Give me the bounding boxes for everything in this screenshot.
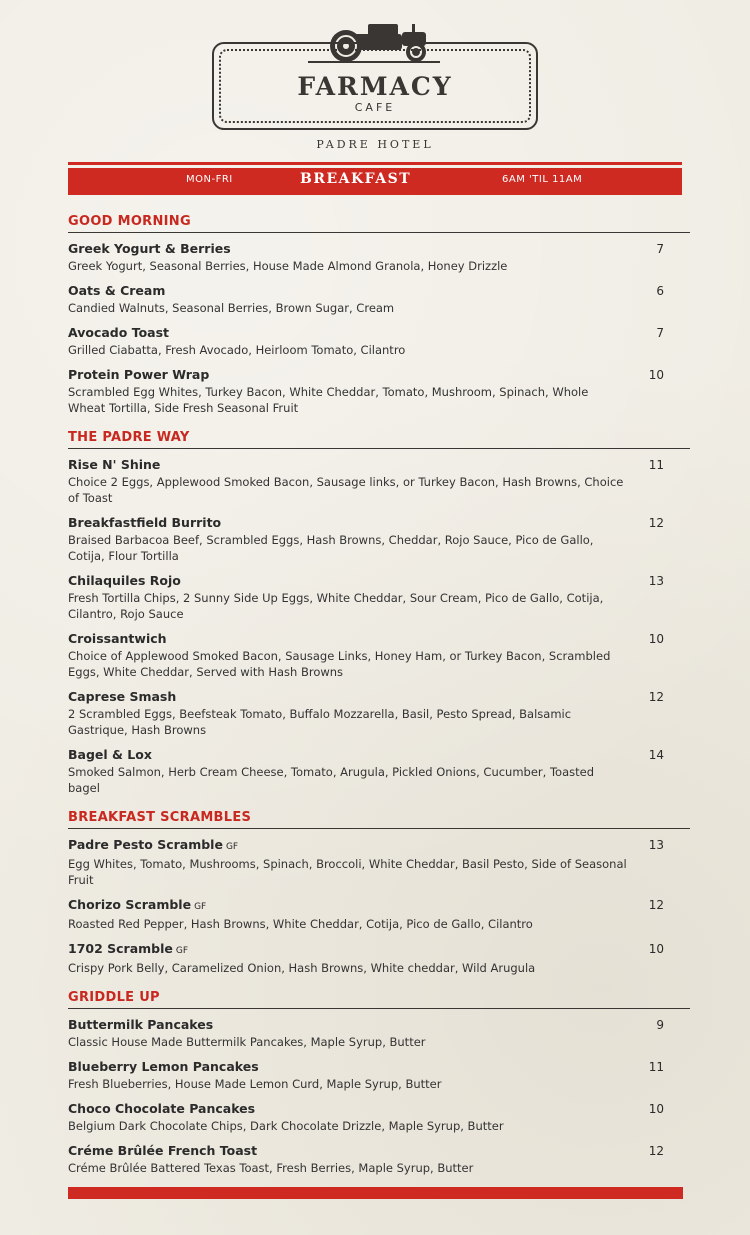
item-name-row: [68, 366, 690, 384]
item-name: Chilaquiles Rojo: [68, 573, 181, 588]
item-description: Smoked Salmon, Herb Cream Cheese, Tomato, Arugula, Pickled Onions, Cucumber, Toasted bagel: [68, 765, 594, 795]
menu-item: [68, 746, 690, 796]
banner-meal: BREAKFAST: [300, 171, 412, 187]
item-description: Egg Whites, Tomato, Mushrooms, Spinach, Broccoli, White Cheddar, Basil Pesto, Side of Seasonal Fruit: [68, 857, 627, 887]
menu-item: [68, 366, 690, 416]
item-name: Greek Yogurt & Berries: [68, 241, 231, 256]
item-name-row: [68, 240, 690, 258]
item-price: 9: [656, 1018, 664, 1032]
menu-item: [68, 940, 690, 976]
item-price: 10: [648, 1102, 664, 1116]
menu-item: [68, 324, 690, 358]
item-name: Breakfastfield Burrito: [68, 515, 222, 530]
item-name-row: [68, 1142, 690, 1160]
section-title: GRIDDLE UP: [68, 990, 690, 1009]
item-name-row: [68, 630, 690, 648]
banner-hours: 6AM 'TIL 11AM: [502, 174, 583, 185]
menu-item: [68, 1100, 690, 1134]
item-price: 10: [648, 942, 664, 956]
item-name-row: [68, 940, 690, 960]
gluten-free-tag: GF: [175, 946, 189, 956]
item-price: 13: [648, 574, 664, 588]
item-name-row: [68, 572, 690, 590]
logo-name: FARMACY: [297, 72, 453, 101]
menu-item: [68, 1142, 690, 1176]
item-name-row: [68, 746, 690, 764]
hotel-name: PADRE HOTEL: [316, 138, 434, 151]
item-name: Bagel & Lox: [68, 747, 152, 762]
menu-item: [68, 1016, 690, 1050]
item-description: Roasted Red Pepper, Hash Browns, White Cheddar, Cotija, Pico de Gallo, Cilantro: [68, 917, 533, 931]
item-description: Choice of Applewood Smoked Bacon, Sausage Links, Honey Ham, or Turkey Bacon, Scrambled Eggs, White Cheddar, Served with Hash Browns: [68, 649, 611, 679]
item-name-row: [68, 1058, 690, 1076]
menu-item: [68, 836, 690, 888]
item-price: 10: [648, 632, 664, 646]
banner-days: MON-FRI: [186, 174, 233, 185]
logo: [212, 20, 538, 130]
item-description: Créme Brûlée Battered Texas Toast, Fresh Berries, Maple Syrup, Butter: [68, 1161, 474, 1175]
item-price: 12: [648, 898, 664, 912]
item-price: 6: [656, 284, 664, 298]
item-price: 11: [648, 1060, 664, 1074]
menu-item: [68, 514, 690, 564]
item-name: Buttermilk Pancakes: [68, 1017, 214, 1032]
menu-item: [68, 896, 690, 932]
item-price: 13: [648, 838, 664, 852]
item-name: Padre Pesto Scramble: [68, 837, 223, 852]
menu-item: [68, 240, 690, 274]
item-price: 10: [648, 368, 664, 382]
menu-item: [68, 282, 690, 316]
item-description: Fresh Tortilla Chips, 2 Sunny Side Up Eggs, White Cheddar, Sour Cream, Pico de Gallo, Cotija, Cilantro, Rojo Sauce: [68, 591, 604, 621]
item-price: 7: [656, 326, 664, 340]
menu-item: [68, 688, 690, 738]
meal-banner: [68, 162, 682, 195]
gluten-free-tag: GF: [225, 842, 239, 852]
menu-section: [68, 990, 690, 1176]
item-name-row: [68, 1100, 690, 1118]
item-description: Fresh Blueberries, House Made Lemon Curd, Maple Syrup, Butter: [68, 1077, 442, 1091]
item-description: Classic House Made Buttermilk Pancakes, Maple Syrup, Butter: [68, 1035, 426, 1049]
item-description: Belgium Dark Chocolate Chips, Dark Chocolate Drizzle, Maple Syrup, Butter: [68, 1119, 504, 1133]
menu-section: [68, 214, 690, 416]
item-name: Croissantwich: [68, 631, 167, 646]
item-description: Scrambled Egg Whites, Turkey Bacon, White Cheddar, Tomato, Mushroom, Spinach, Whole Wheat Tortilla, Side Fresh Seasonal Fruit: [68, 385, 589, 415]
item-name: Oats & Cream: [68, 283, 166, 298]
item-name-row: [68, 324, 690, 342]
section-title: BREAKFAST SCRAMBLES: [68, 810, 690, 829]
item-price: 12: [648, 1144, 664, 1158]
item-name: Caprese Smash: [68, 689, 177, 704]
item-price: 14: [648, 748, 664, 762]
section-title: THE PADRE WAY: [68, 430, 690, 449]
item-name: Protein Power Wrap: [68, 367, 210, 382]
item-price: 7: [656, 242, 664, 256]
item-name-row: [68, 456, 690, 474]
item-name: Avocado Toast: [68, 325, 170, 340]
item-name-row: [68, 514, 690, 532]
item-price: 12: [648, 690, 664, 704]
menu-sections: [68, 214, 690, 1190]
item-name: Blueberry Lemon Pancakes: [68, 1059, 259, 1074]
item-name: Chorizo Scramble: [68, 897, 192, 912]
menu-item: [68, 630, 690, 680]
item-name-row: [68, 282, 690, 300]
item-price: 12: [648, 516, 664, 530]
item-name-row: [68, 688, 690, 706]
item-description: Greek Yogurt, Seasonal Berries, House Made Almond Granola, Honey Drizzle: [68, 259, 508, 273]
menu-item: [68, 1058, 690, 1092]
item-name-row: [68, 1016, 690, 1034]
item-name-row: [68, 836, 690, 856]
item-name-row: [68, 896, 690, 916]
item-name: 1702 Scramble: [68, 941, 173, 956]
menu-item: [68, 572, 690, 622]
item-description: Braised Barbacoa Beef, Scrambled Eggs, Hash Browns, Cheddar, Rojo Sauce, Pico de Gallo, Cotija, Flour Tortilla: [68, 533, 594, 563]
item-name: Choco Chocolate Pancakes: [68, 1101, 256, 1116]
item-price: 11: [648, 458, 664, 472]
bottom-divider: [68, 1187, 683, 1199]
item-name: Créme Brûlée French Toast: [68, 1143, 258, 1158]
item-description: Grilled Ciabatta, Fresh Avocado, Heirloom Tomato, Cilantro: [68, 343, 406, 357]
item-description: Crispy Pork Belly, Caramelized Onion, Hash Browns, White cheddar, Wild Arugula: [68, 961, 536, 975]
item-description: Candied Walnuts, Seasonal Berries, Brown Sugar, Cream: [68, 301, 395, 315]
logo-subtitle: CAFE: [354, 101, 396, 114]
menu-section: [68, 430, 690, 796]
menu-section: [68, 810, 690, 976]
item-name: Rise N' Shine: [68, 457, 161, 472]
gluten-free-tag: GF: [194, 902, 207, 912]
item-description: 2 Scrambled Eggs, Beefsteak Tomato, Buffalo Mozzarella, Basil, Pesto Spread, Balsamic Gastrique, Hash Browns: [68, 707, 572, 737]
menu-item: [68, 456, 690, 506]
item-description: Choice 2 Eggs, Applewood Smoked Bacon, Sausage links, or Turkey Bacon, Hash Browns, Choice of Toast: [68, 475, 624, 505]
section-title: GOOD MORNING: [68, 214, 690, 233]
